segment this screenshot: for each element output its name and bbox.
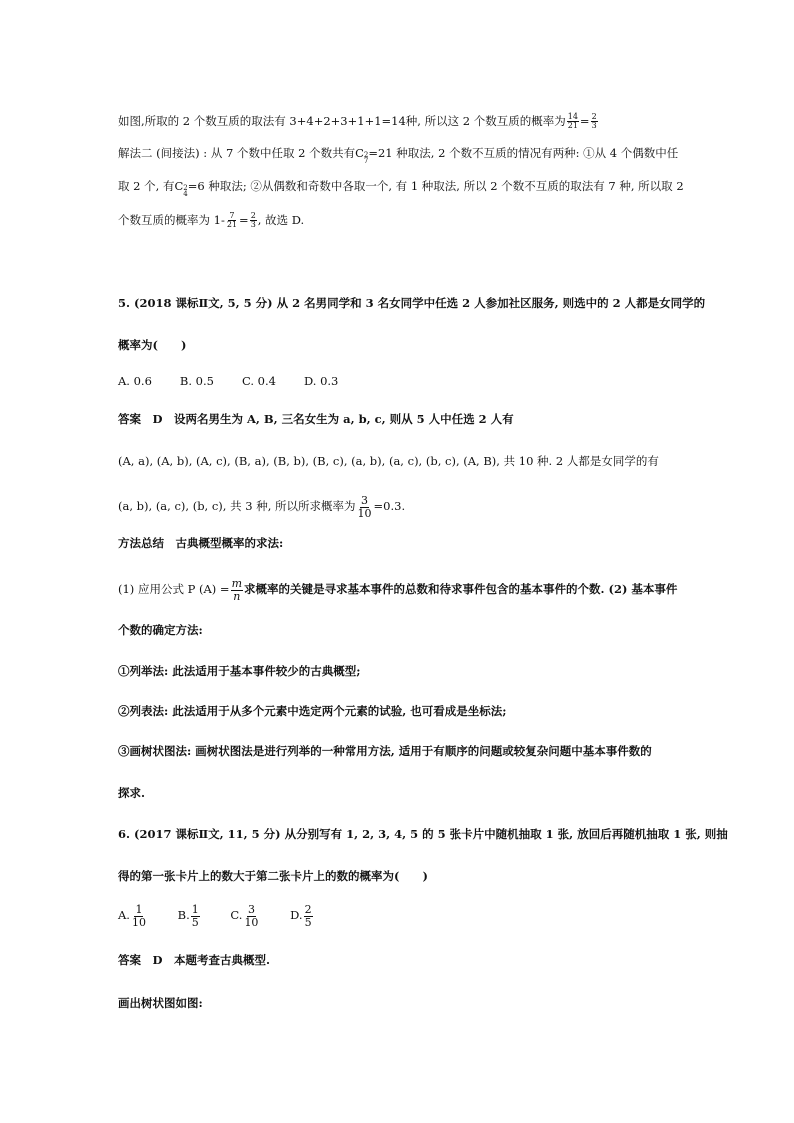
method-title: 方法总结 古典概型概率的求法:	[118, 536, 284, 550]
fraction-m-n: $\frac{m}{n}$	[231, 577, 243, 603]
q6-options	[118, 904, 340, 928]
q5-last: (a, b), (a, c), (b, c), 共 3 种, 所以所求概率为 $\frac{3}{10}$ =0.3.	[118, 494, 406, 520]
method-item1: (1) 应用公式 P (A) = $\frac{m}{n}$ 求概率的关键是寻求基本事件的总数和待求事件包含的基本事件的个数. (2) 基本事件	[118, 577, 678, 603]
q6-option-a: A. $\frac{1}{10}$	[118, 903, 146, 929]
q6-last: 画出树状图如图:	[118, 996, 203, 1010]
q5-option-b: B. 0.5	[179, 374, 214, 388]
q5-option-c: C. 0.4	[241, 374, 276, 388]
q5-options	[118, 376, 366, 388]
q6-answer: 答案 D 本题考查古典概型.	[118, 953, 270, 967]
para2-line2: 取 2 个, 有 C 2 4 =6 种取法; ②从偶数和奇数中各取一个, 有 1 种取法, 所以 2 个数不互质的取法有 7 种, 所以取 2	[118, 179, 684, 199]
q5-list: (A, a), (A, b), (A, c), (B, a), (B, b), (B, c), (a, b), (a, c), (b, c), (A, B), 共 10 种. 2 人都是女同学的有	[118, 454, 659, 468]
q6-line1: 6. (2017 课标Ⅱ文, 11, 5 分) 从分别写有 1, 2, 3, 4, 5 的 5 张卡片中随机抽取 1 张, 放回后再随机抽取 1 张, 则抽	[118, 827, 728, 841]
method-m1: ①列举法: 此法适用于基本事件较少的古典概型;	[118, 664, 361, 678]
para2-line3: 个数互质的概率为 1- $\frac{7}{21}$ = $\frac{2}{3}$ , 故选 D.	[118, 211, 305, 230]
para1-line: 如图,所取的 2 个数互质的取法有 3+4+2+3+1+1=14种, 所以这 2 个数互质的概率为 $\frac{14}{21}$ = $\frac{2}{3}$	[118, 112, 597, 131]
q6-line2: 得的第一张卡片上的数大于第二张卡片上的数的概率为( )	[118, 869, 428, 883]
q5-line1: 5. (2018 课标Ⅱ文, 5, 5 分) 从 2 名男同学和 3 名女同学中任选 2 人参加社区服务, 则选中的 2 人都是女同学的	[118, 296, 706, 310]
q5-answer: 答案 D 设两名男生为 A, B, 三名女生为 a, b, c, 则从 5 人中任选 2 人有	[118, 412, 514, 426]
para1-text: 如图,所取的 2 个数互质的取法有 3+4+2+3+1+1=14种, 所以这 2 个数互质的概率为	[118, 113, 566, 128]
q6-option-d: D. $\frac{2}{5}$	[290, 903, 312, 929]
combination-c-7-2: C 2 7	[355, 146, 369, 166]
fraction-2-3b: $\frac{2}{3}$	[250, 211, 256, 230]
fraction-7-21: $\frac{7}{21}$	[226, 211, 238, 230]
method-m3: ③画树状图法: 画树状图法是进行列举的一种常用方法, 适用于有顺序的问题或较复杂问题中基本事件数的	[118, 744, 652, 758]
method-item1-cont: 个数的确定方法:	[118, 623, 203, 637]
fraction-3-10: $\frac{3}{10}$	[357, 494, 372, 520]
q6-option-b: B. $\frac{1}{5}$	[177, 903, 199, 929]
method-m3-cont: 探求.	[118, 786, 146, 800]
combination-c-4-2: C 2 4	[174, 179, 188, 199]
method-m2: ②列表法: 此法适用于从多个元素中选定两个元素的试验, 也可看成是坐标法;	[118, 704, 507, 718]
q6-option-c: C. $\frac{3}{10}$	[230, 903, 259, 929]
fraction-2-3: $\frac{2}{3}$	[591, 112, 597, 131]
fraction-14-21: $\frac{14}{21}$	[567, 112, 578, 131]
para2-line1: 解法二 (间接法) : 从 7 个数中任取 2 个数共有 C 2 7 =21 种取法, 2 个数不互质的情况有两种: ①从 4 个偶数中任	[118, 146, 679, 166]
q5-option-d: D. 0.3	[303, 374, 339, 388]
q5-option-a: A. 0.6	[118, 374, 152, 388]
q5-line2: 概率为( )	[118, 338, 187, 352]
